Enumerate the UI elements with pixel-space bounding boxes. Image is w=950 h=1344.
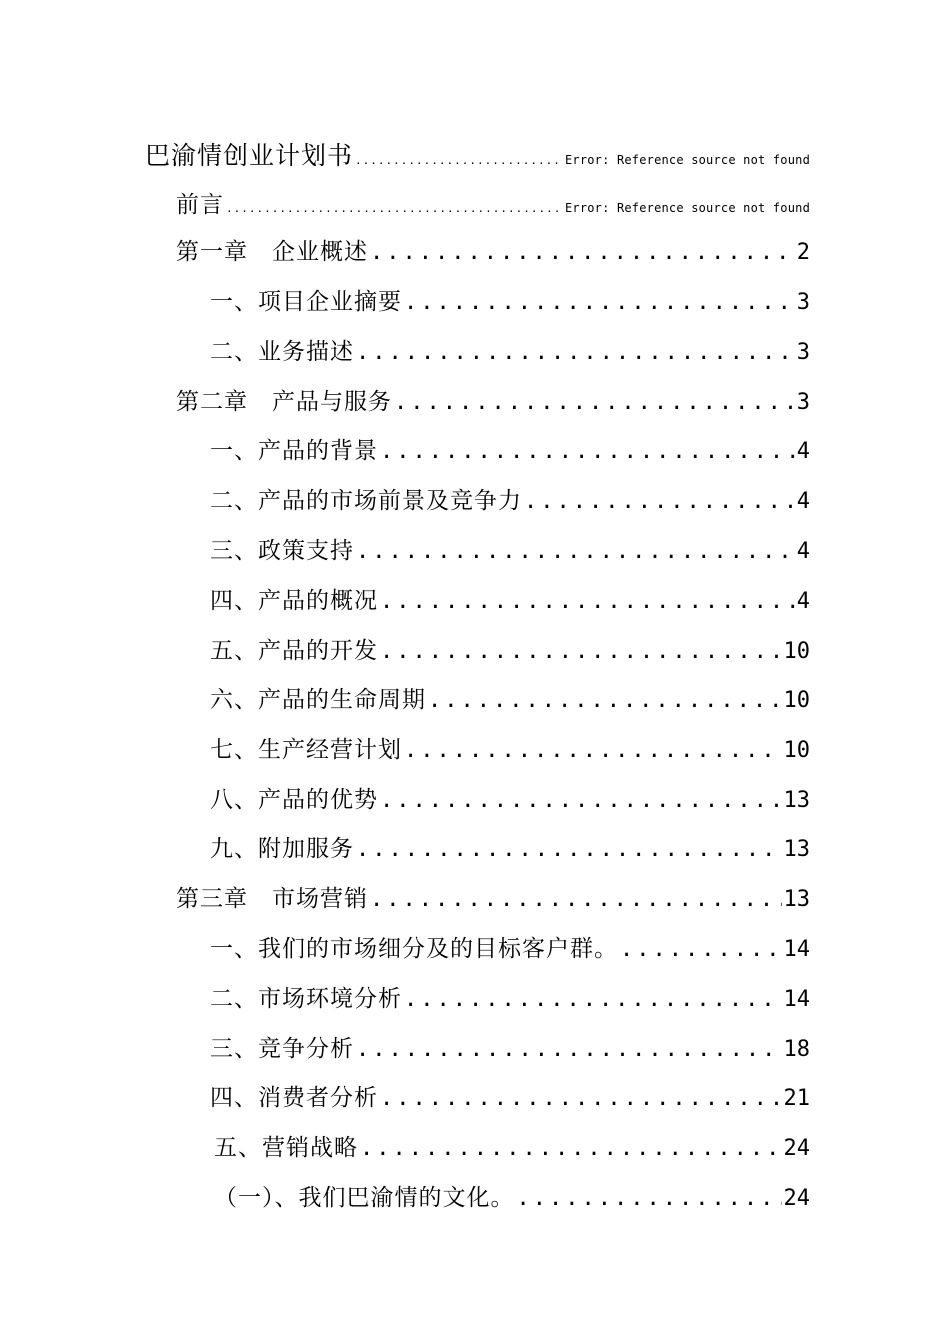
toc-entry-title: 二、市场环境分析 — [210, 986, 402, 1012]
toc-dot-leader — [380, 1086, 782, 1111]
toc-dot-leader — [517, 1186, 782, 1211]
toc-entry-title: 三、政策支持 — [210, 538, 354, 564]
toc-entry-section[interactable] — [210, 1079, 810, 1112]
toc-entry-page: 14 — [783, 987, 810, 1012]
toc-dot-leader — [356, 1037, 782, 1062]
toc-entry-page: 21 — [783, 1086, 810, 1111]
toc-entry-title: 第二章 产品与服务 — [176, 389, 392, 415]
toc-entry-title: 四、消费者分析 — [210, 1085, 378, 1111]
toc-entry-section[interactable] — [214, 1129, 810, 1162]
toc-dot-leader — [404, 987, 782, 1012]
toc-entry-section[interactable] — [210, 681, 810, 714]
toc-entry-page: 4 — [796, 539, 810, 564]
toc-entry-section[interactable] — [210, 333, 810, 366]
toc-entry-title: 五、营销战略 — [214, 1135, 358, 1161]
toc-entry-section[interactable] — [210, 731, 810, 764]
toc-entry-title: 四、产品的概况 — [210, 588, 378, 614]
toc-entry-document-title[interactable] — [145, 136, 810, 172]
toc-entry-title: 三、竞争分析 — [210, 1036, 354, 1062]
toc-dot-leader — [226, 202, 563, 215]
toc-entry-section[interactable] — [210, 980, 810, 1013]
toc-entry-section[interactable] — [210, 930, 810, 963]
toc-entry-title: 一、项目企业摘要 — [210, 289, 402, 315]
toc-dot-leader — [370, 887, 782, 912]
toc-entry-page: 10 — [783, 639, 810, 664]
toc-entry-page: 10 — [783, 738, 810, 763]
toc-entry-title: 八、产品的优势 — [210, 787, 378, 813]
toc-entry-chapter-3[interactable] — [176, 880, 810, 913]
toc-entry-title: 五、产品的开发 — [210, 638, 378, 664]
toc-entry-page: 14 — [783, 937, 810, 962]
toc-entry-section[interactable] — [210, 632, 810, 665]
toc-entry-page: 3 — [796, 340, 810, 365]
toc-entry-title: 第一章 企业概述 — [176, 239, 368, 265]
toc-entry-chapter-1[interactable] — [176, 233, 810, 266]
toc-dot-leader — [404, 738, 782, 763]
toc-dot-leader — [370, 240, 795, 265]
toc-dot-leader — [360, 1136, 782, 1161]
toc-entry-title: 六、产品的生命周期 — [210, 687, 426, 713]
toc-entry-section[interactable] — [210, 582, 810, 615]
toc-entry-page: 13 — [783, 837, 810, 862]
toc-entry-page: Error: Reference source not found — [564, 201, 810, 215]
toc-dot-leader — [428, 688, 782, 713]
toc-entry-title: 二、产品的市场前景及竞争力 — [210, 488, 522, 514]
toc-entry-page: 4 — [796, 489, 810, 514]
toc-entry-title: 一、产品的背景 — [210, 438, 378, 464]
toc-entry-title: （一）、我们巴渝情的文化。 — [214, 1185, 515, 1211]
toc-dot-leader — [356, 340, 795, 365]
toc-entry-chapter-2[interactable] — [176, 383, 810, 416]
toc-dot-leader — [356, 539, 795, 564]
toc-entry-page: 3 — [796, 290, 810, 315]
toc-entry-page: 13 — [783, 887, 810, 912]
toc-entry-section[interactable] — [210, 1030, 810, 1063]
toc-dot-leader — [524, 489, 795, 514]
toc-dot-leader — [356, 837, 782, 862]
toc-entry-page: 10 — [783, 688, 810, 713]
toc-entry-section[interactable] — [210, 482, 810, 515]
toc-entry-section[interactable] — [210, 283, 810, 316]
toc-dot-leader — [394, 390, 795, 415]
toc-entry-section[interactable] — [210, 532, 810, 565]
toc-entry-title: 七、生产经营计划 — [210, 737, 402, 763]
toc-entry-page: 4 — [796, 439, 810, 464]
toc-entry-title: 第三章 市场营销 — [176, 886, 368, 912]
toc-dot-leader — [355, 154, 563, 167]
toc-dot-leader — [404, 290, 795, 315]
toc-entry-page: 24 — [783, 1186, 810, 1211]
toc-entry-section[interactable] — [210, 830, 810, 863]
toc-entry-title: 前言 — [176, 192, 224, 218]
toc-entry-page: 3 — [796, 390, 810, 415]
toc-dot-leader — [380, 639, 782, 664]
toc-entry-preface[interactable] — [176, 186, 810, 219]
toc-dot-leader — [380, 589, 795, 614]
toc-entry-page: 24 — [783, 1136, 810, 1161]
toc-entry-page: Error: Reference source not found — [564, 153, 810, 167]
toc-dot-leader — [620, 937, 782, 962]
toc-entry-page: 18 — [783, 1037, 810, 1062]
toc-entry-page: 13 — [783, 788, 810, 813]
toc-entry-subsection[interactable] — [214, 1179, 810, 1212]
toc-entry-section[interactable] — [210, 432, 810, 465]
toc-entry-page: 4 — [796, 589, 810, 614]
toc-entry-title: 九、附加服务 — [210, 836, 354, 862]
toc-entry-title: 二、业务描述 — [210, 339, 354, 365]
toc-entry-title: 巴渝情创业计划书 — [145, 141, 354, 170]
toc-dot-leader — [380, 439, 795, 464]
toc-entry-page: 2 — [796, 240, 810, 265]
toc-entry-title: 一、我们的市场细分及的目标客户群。 — [210, 936, 618, 962]
toc-entry-section[interactable] — [210, 781, 810, 814]
toc-dot-leader — [380, 788, 782, 813]
